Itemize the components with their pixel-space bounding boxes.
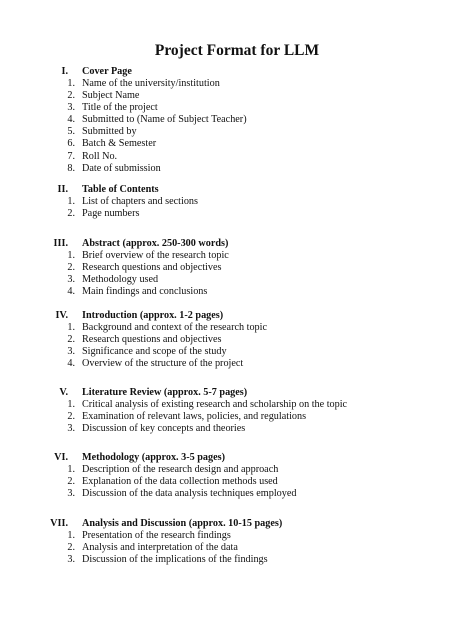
list-item	[0, 399, 474, 411]
item-text: List of chapters and sections	[82, 196, 198, 207]
list-item	[0, 554, 474, 566]
section-title: Methodology (approx. 3-5 pages)	[82, 452, 226, 463]
section-numeral: II.	[57, 184, 68, 195]
item-number: 2.	[67, 262, 75, 274]
item-text: Description of the research design and approach	[82, 464, 279, 475]
item-text: Page numbers	[82, 208, 140, 220]
section-literature-review	[0, 387, 474, 435]
item-text: Submitted by	[82, 126, 137, 138]
item-number: 1.	[67, 322, 75, 333]
list-item	[0, 423, 474, 435]
section-title: Literature Review (approx. 5-7 pages)	[82, 387, 248, 398]
section-title: Introduction (approx. 1-2 pages)	[82, 310, 224, 321]
list-item	[0, 322, 474, 334]
item-text: Discussion of key concepts and theories	[82, 423, 246, 435]
section-heading	[0, 238, 474, 250]
item-text: Overview of the structure of the project	[82, 358, 244, 370]
item-number: 1.	[67, 250, 75, 261]
list-item	[0, 102, 474, 114]
list-item	[0, 286, 474, 298]
item-text: Roll No.	[82, 150, 118, 162]
item-text: Background and context of the research topic	[82, 322, 268, 333]
list-item	[0, 358, 474, 370]
item-text: Research questions and objectives	[82, 334, 222, 346]
item-number: 4.	[67, 114, 75, 126]
item-number: 2.	[67, 542, 75, 554]
item-text: Brief overview of the research topic	[82, 250, 229, 261]
list-item	[0, 346, 474, 358]
list-item	[0, 464, 474, 476]
item-number: 1.	[67, 464, 75, 475]
item-number: 4.	[67, 358, 75, 370]
list-item	[0, 274, 474, 286]
item-text: Research questions and objectives	[82, 262, 222, 274]
list-item	[0, 196, 474, 208]
section-numeral: I.	[61, 66, 68, 77]
item-text: Main findings and conclusions	[82, 286, 208, 298]
item-number: 7.	[67, 150, 75, 162]
section-numeral: VII.	[50, 518, 68, 529]
item-number: 2.	[67, 90, 75, 102]
section-title: Abstract (approx. 250-300 words)	[82, 238, 229, 249]
item-text: Submitted to (Name of Subject Teacher)	[82, 114, 247, 126]
item-number: 1.	[67, 78, 75, 89]
item-number: 6.	[67, 138, 75, 150]
item-text: Batch & Semester	[82, 138, 157, 150]
list-item	[0, 208, 474, 220]
list-item	[0, 90, 474, 102]
item-number: 8.	[67, 162, 75, 174]
section-heading	[0, 518, 474, 530]
list-item	[0, 488, 474, 500]
item-number: 2.	[67, 208, 75, 220]
section-analysis-and-discussion	[0, 518, 474, 566]
item-number: 3.	[67, 488, 75, 500]
list-item	[0, 262, 474, 274]
item-text: Name of the university/institution	[82, 78, 220, 89]
item-text: Subject Name	[82, 90, 140, 102]
section-introduction	[0, 310, 474, 370]
item-text: Analysis and interpretation of the data	[82, 542, 238, 554]
section-heading	[0, 310, 474, 322]
document-title: Project Format for LLM	[154, 42, 320, 59]
list-item	[0, 411, 474, 423]
item-number: 1.	[67, 399, 75, 410]
list-item	[0, 138, 474, 150]
item-text: Discussion of the implications of the findings	[82, 554, 268, 566]
list-item	[0, 126, 474, 138]
list-item	[0, 530, 474, 542]
item-text: Significance and scope of the study	[82, 346, 227, 358]
section-cover-page	[0, 66, 474, 175]
section-heading	[0, 452, 474, 464]
item-text: Presentation of the research findings	[82, 530, 231, 541]
list-item	[0, 334, 474, 346]
item-number: 3.	[67, 423, 75, 435]
section-abstract	[0, 238, 474, 298]
item-number: 3.	[67, 346, 75, 358]
section-heading	[0, 387, 474, 399]
list-item	[0, 163, 474, 175]
section-title: Analysis and Discussion (approx. 10-15 pages)	[82, 518, 283, 529]
list-item	[0, 542, 474, 554]
section-heading	[0, 184, 474, 196]
section-title: Table of Contents	[82, 184, 159, 195]
item-number: 3.	[67, 102, 75, 114]
item-text: Explanation of the data collection methods used	[82, 476, 278, 488]
item-number: 2.	[67, 411, 75, 423]
section-title: Cover Page	[82, 66, 132, 77]
item-number: 3.	[67, 554, 75, 566]
item-number: 2.	[67, 476, 75, 488]
section-numeral: III.	[53, 238, 68, 249]
list-item	[0, 476, 474, 488]
item-text: Title of the project	[82, 102, 158, 114]
section-numeral: V.	[59, 387, 68, 398]
item-text: Date of submission	[82, 162, 161, 174]
section-heading	[0, 66, 474, 78]
section-table-of-contents	[0, 184, 474, 220]
list-item	[0, 114, 474, 126]
item-number: 5.	[67, 126, 75, 138]
item-number: 4.	[67, 286, 75, 298]
item-number: 1.	[67, 196, 75, 207]
item-text: Examination of relevant laws, policies, and regulations	[82, 411, 307, 423]
list-item	[0, 151, 474, 163]
item-text: Discussion of the data analysis techniques employed	[82, 488, 297, 500]
list-item	[0, 250, 474, 262]
section-numeral: IV.	[55, 310, 68, 321]
section-numeral: VI.	[54, 452, 68, 463]
list-item	[0, 78, 474, 90]
item-number: 2.	[67, 334, 75, 346]
section-methodology	[0, 452, 474, 500]
item-number: 3.	[67, 274, 75, 286]
item-text: Critical analysis of existing research and scholarship on the topic	[82, 399, 348, 410]
item-text: Methodology used	[82, 274, 159, 286]
item-number: 1.	[67, 530, 75, 541]
